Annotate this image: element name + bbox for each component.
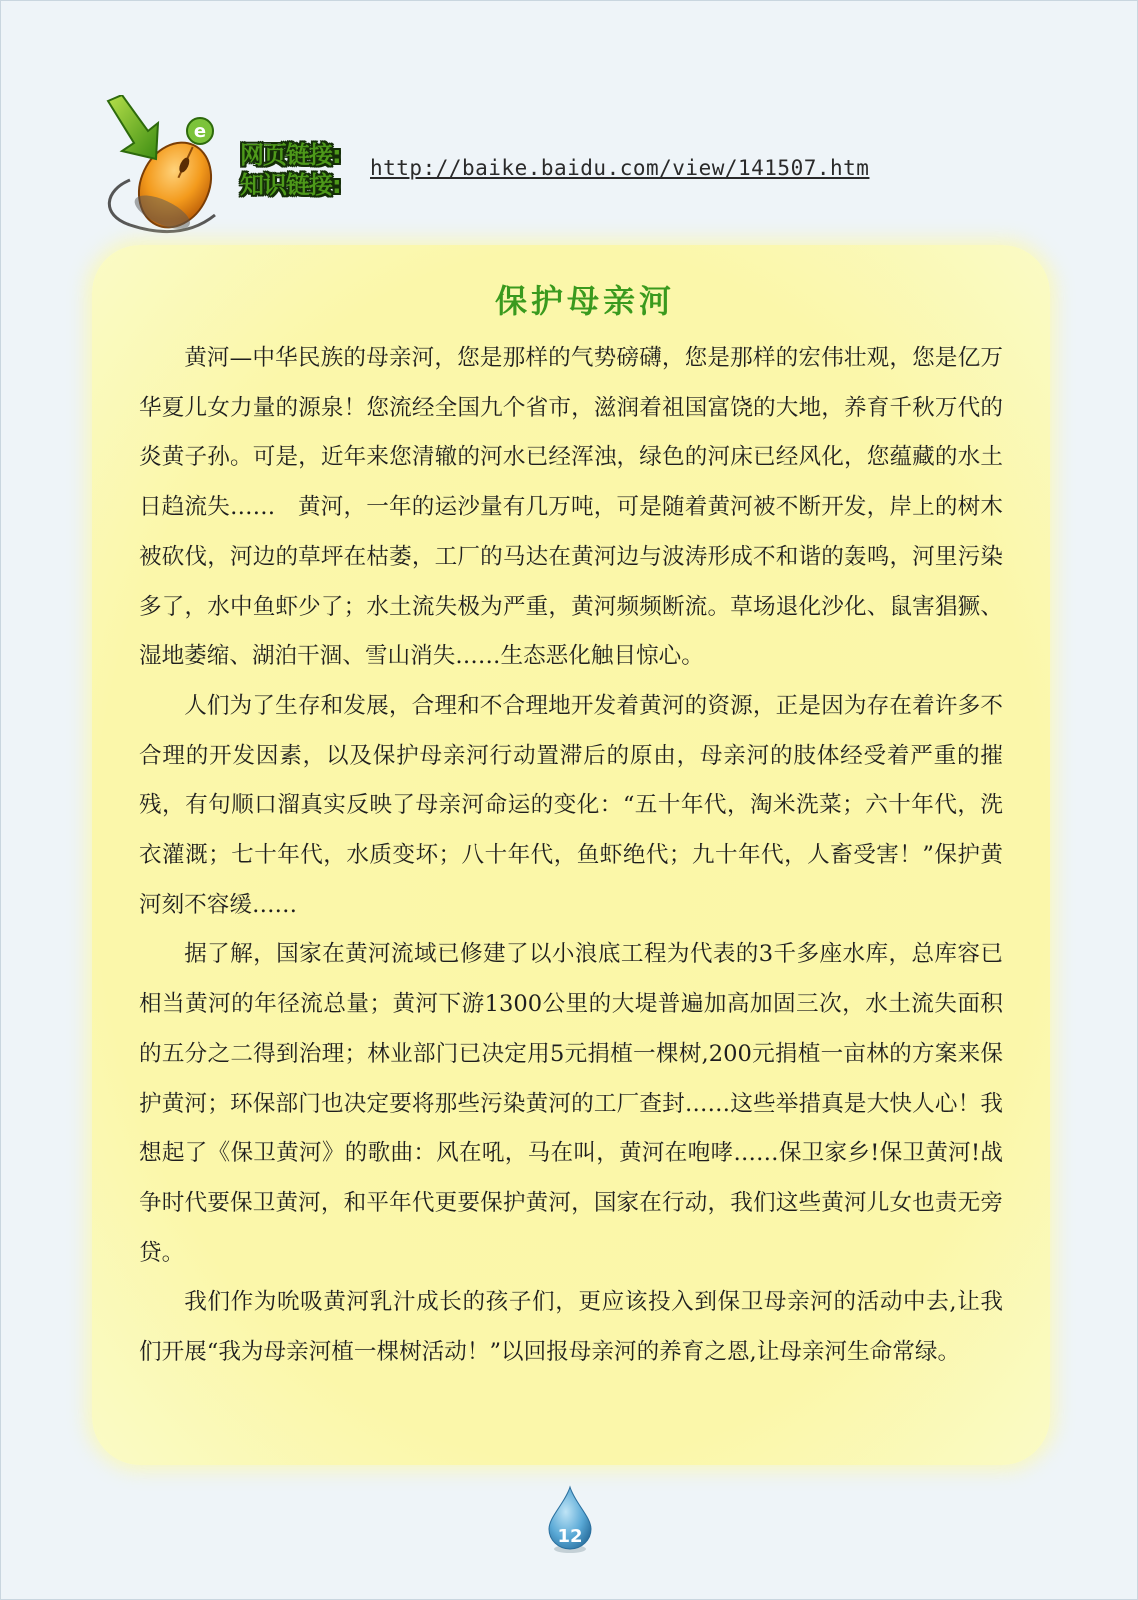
knowledge-link-label: 知识链接: (240, 171, 341, 199)
page-number: 12 (557, 1526, 583, 1547)
article-title: 保护母亲河 (494, 282, 675, 320)
paragraph-2: 人们为了生存和发展，合理和不合理地开发着黄河的资源，正是因为存在着许多不合理的开发因素，以及保护母亲河行动置滞后的原由，母亲河的肢体经受着严重的摧残，有句顺口溜真实反映了母亲河命运的变化：“五十年代，淘米洗菜；六十年代，洗衣灌溉；七十年代，水质变坏；八十年代，鱼虾绝代；九十年代，人畜受害！”保护黄河刻不容缓…… (139, 692, 1003, 918)
paragraph-3: 据了解，国家在黄河流域已修建了以小浪底工程为代表的3千多座水库，总库容已相当黄河的年径流总量；黄河下游1300公里的大堤普遍加高加固三次，水土流失面积的五分之二得到治理；林业部门已决定用5元捐植一棵树,200元捐植一亩林的方案来保护黄河；环保部门也决定要将那些污染黄河的工厂查封……这些举措真是大快人心！我想起了《保卫黄河》的歌曲：风在吼，马在叫，黄河在咆哮……保卫家乡!保卫黄河!战争时代要保卫黄河，和平年代更要保护黄河，国家在行动，我们这些黄河儿女也责无旁贷。 (139, 941, 1003, 1266)
reference-url-link[interactable]: http://baike.baidu.com/view/141507.htm (370, 156, 870, 180)
svg-text:e: e (193, 121, 207, 142)
web-link-label: 网页链接: (240, 141, 341, 169)
paragraph-4: 我们作为吮吸黄河乳汁成长的孩子们，更应该投入到保卫母亲河的活动中去,让我们开展“我为母亲河植一棵树活动！”以回报母亲河的养育之恩,让母亲河生命常绿。 (139, 1289, 1003, 1366)
mouse-with-arrow-and-e-icon (100, 95, 240, 245)
article-body (139, 334, 1003, 1378)
link-labels (240, 140, 358, 200)
paragraph-1: 黄河—中华民族的母亲河，您是那样的气势磅礴，您是那样的宏伟壮观，您是亿万华夏儿女力量的源泉！您流经全国九个省市，滋润着祖国富饶的大地，养育千秋万代的炎黄子孙。可是，近年来您清辙的河水已经浑浊，绿色的河床已经风化，您蕴藏的水土日趋流失…… 黄河，一年的运沙量有几万吨，可是随着黄河被不断开发，岸上的树木被砍伐，河边的草坪在枯萎，工厂的马达在黄河边与波涛形成不和谐的轰鸣，河里污染多了，水中鱼虾少了；水土流失极为严重，黄河频频断流。草场退化沙化、鼠害猖獗、湿地萎缩、湖泊干涸、雪山消失……生态恶化触目惊心。 (139, 345, 1003, 670)
